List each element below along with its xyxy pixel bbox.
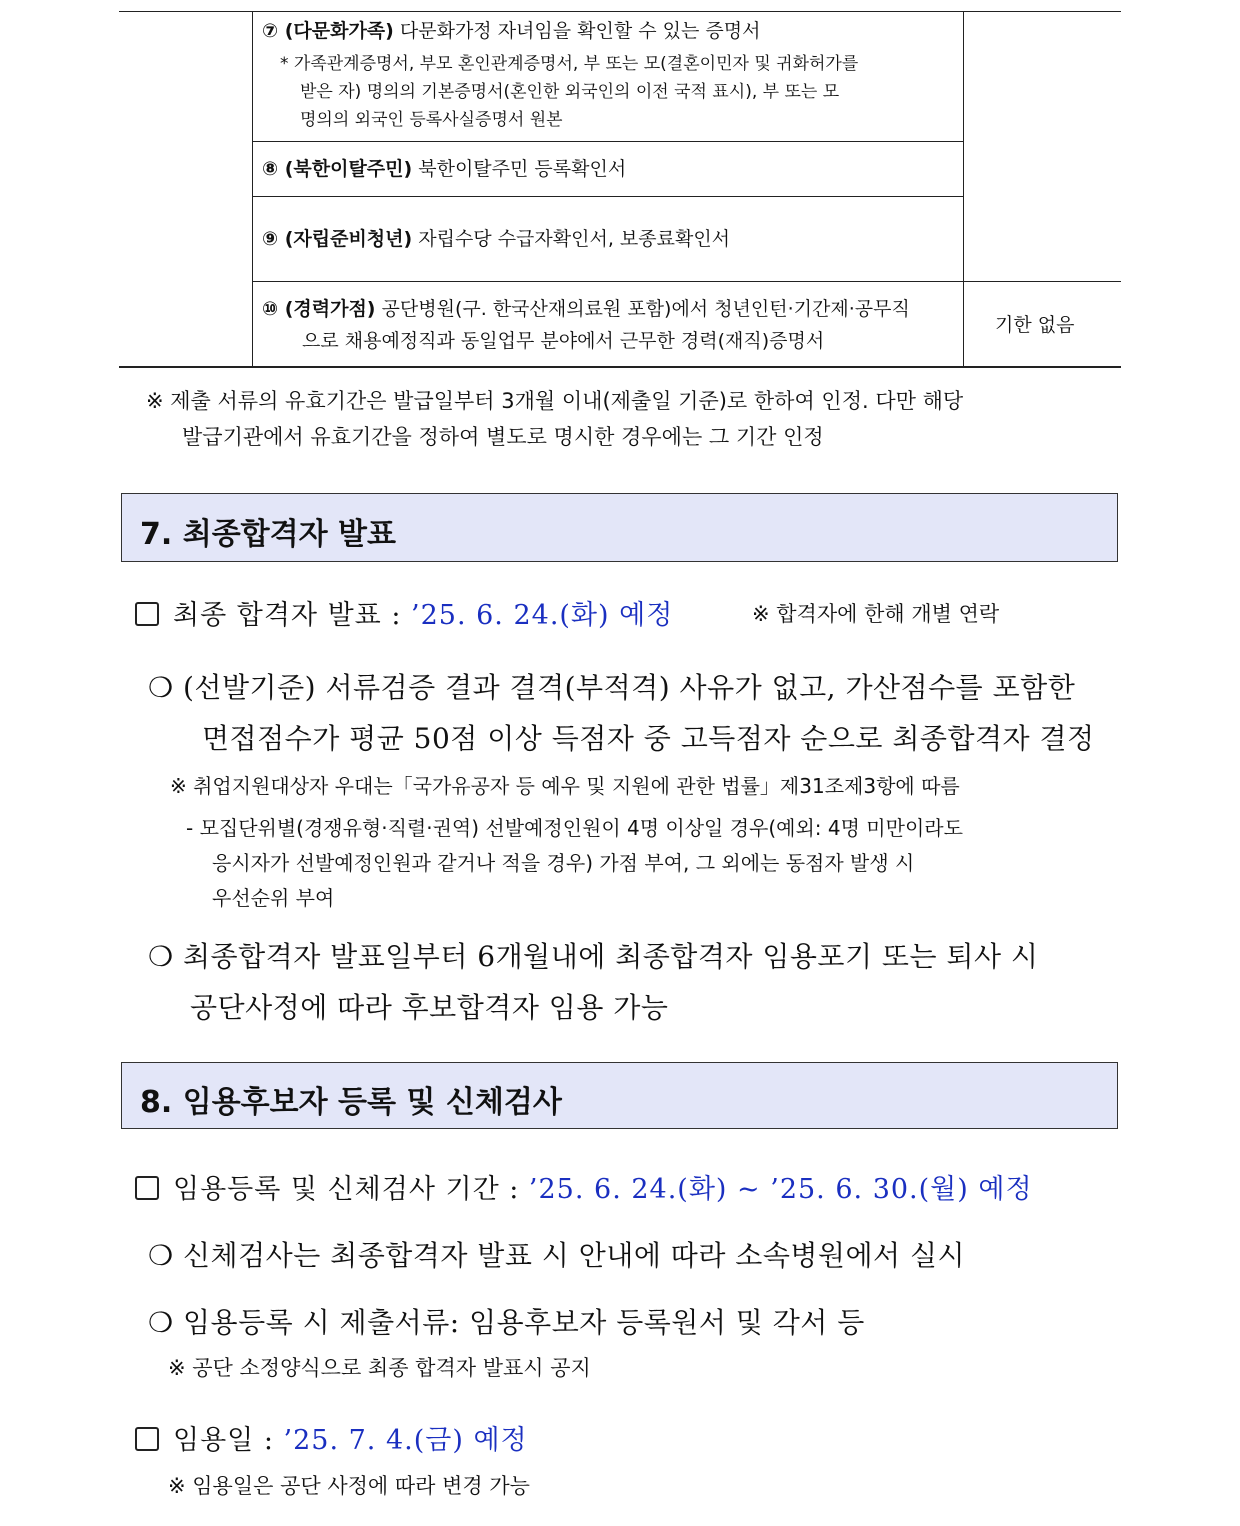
table-row-independent-youth [262, 224, 730, 254]
reserve-line: 공단사정에 따라 후보합격자 임용 가능 [190, 991, 669, 1024]
registration-period-line [135, 1167, 1033, 1206]
checkbox-square-icon [135, 1427, 159, 1451]
row-heading: ⑨ (자립준비청년) [262, 228, 413, 250]
row-heading: ⑧ (북한이탈주민) [262, 158, 413, 180]
physical-exam-line: ❍ 신체검사는 최종합격자 발표 시 안내에 따라 소속병원에서 실시 [148, 1239, 966, 1272]
appointment-note: ※ 임용일은 공단 사정에 따라 변경 가능 [168, 1474, 530, 1498]
row-text: 공단병원(구. 한국산재의료원 포함)에서 청년인턴·기간제·공무직 [375, 298, 910, 320]
appointment-date: ’25. 7. 4.(금) 예정 [283, 1425, 528, 1456]
announce-date: ’25. 6. 24.(화) 예정 [411, 600, 674, 631]
criteria-line: ❍ (선발기준) 서류검증 결과 결격(부적격) 사유가 없고, 가산점수를 포함한 [148, 671, 1076, 704]
validity-note-line: ※ 제출 서류의 유효기간은 발급일부터 3개월 이내(제출일 기준)로 한하여 인정. 다만 해당 [146, 389, 964, 413]
row-text: 자립수당 수급자확인서, 보종료확인서 [412, 228, 731, 250]
registration-label: 임용등록 및 신체검사 기간 : [173, 1174, 529, 1205]
section-title: 8. 임용후보자 등록 및 신체검사 [140, 1085, 562, 1120]
reserve-line: ❍ 최종합격자 발표일부터 6개월내에 최종합격자 임용포기 또는 퇴사 시 [148, 940, 1039, 973]
checkbox-square-icon [135, 602, 159, 626]
validity-note-line: 발급기관에서 유효기간을 정하여 별도로 명시한 경우에는 그 기간 인정 [182, 425, 824, 449]
preference-note: ※ 취업지원대상자 우대는「국가유공자 등 예우 및 지원에 관한 법률」제31조제3항에 따름 [170, 774, 960, 798]
row-text: 북한이탈주민 등록확인서 [412, 158, 627, 180]
section-7-header [121, 493, 1118, 562]
preference-detail-line: 응시자가 선발예정인원과 같거나 적을 경우) 가점 부여, 그 외에는 동점자 발생 시 [212, 851, 915, 875]
row-text-continued: 으로 채용예정직과 동일업무 분야에서 근무한 경력(재직)증명서 [302, 330, 825, 352]
section-8-header [121, 1062, 1118, 1129]
registration-date: ’25. 6. 24.(화) ~ ’25. 6. 30.(월) 예정 [528, 1174, 1033, 1205]
row-heading: ⑩ (경력가점) [262, 298, 376, 320]
appointment-label: 임용일 : [173, 1425, 284, 1456]
row-text: 다문화가정 자녀임을 확인할 수 있는 증명서 [393, 20, 761, 42]
row-note-line: 명의의 외국인 등록사실증명서 원본 [300, 110, 563, 130]
documents-line: ❍ 임용등록 시 제출서류: 임용후보자 등록원서 및 각서 등 [148, 1306, 865, 1339]
criteria-line: 면접점수가 평균 50점 이상 득점자 중 고득점자 순으로 최종합격자 결정 [202, 722, 1095, 755]
validity-period-cell: 기한 없음 [995, 314, 1075, 336]
table-row-north-korean-defector [262, 154, 626, 184]
preference-detail-line: 우선순위 부여 [212, 886, 335, 910]
appointment-line [135, 1418, 528, 1457]
row-heading: ⑦ (다문화가족) [262, 20, 394, 42]
table-row-career-bonus [262, 294, 910, 324]
announce-label: 최종 합격자 발표 : [173, 600, 412, 631]
table-row-multicultural [262, 16, 760, 46]
announce-line [135, 593, 673, 632]
row-note-line: 받은 자) 명의의 기본증명서(혼인한 외국인의 이전 국적 표시), 부 또는 모 [300, 82, 840, 102]
documents-note: ※ 공단 소정양식으로 최종 합격자 발표시 공지 [168, 1356, 591, 1380]
preference-detail-line: - 모집단위별(경쟁유형·직렬·권역) 선발예정인원이 4명 이상일 경우(예외: 4명 미만이라도 [186, 816, 963, 840]
section-title: 7. 최종합격자 발표 [140, 517, 397, 552]
row-note-line: * 가족관계증명서, 부모 혼인관계증명서, 부 또는 모(결혼이민자 및 귀화허가를 [280, 54, 859, 74]
checkbox-square-icon [135, 1176, 159, 1200]
announce-note: ※ 합격자에 한해 개별 연락 [752, 602, 1000, 626]
